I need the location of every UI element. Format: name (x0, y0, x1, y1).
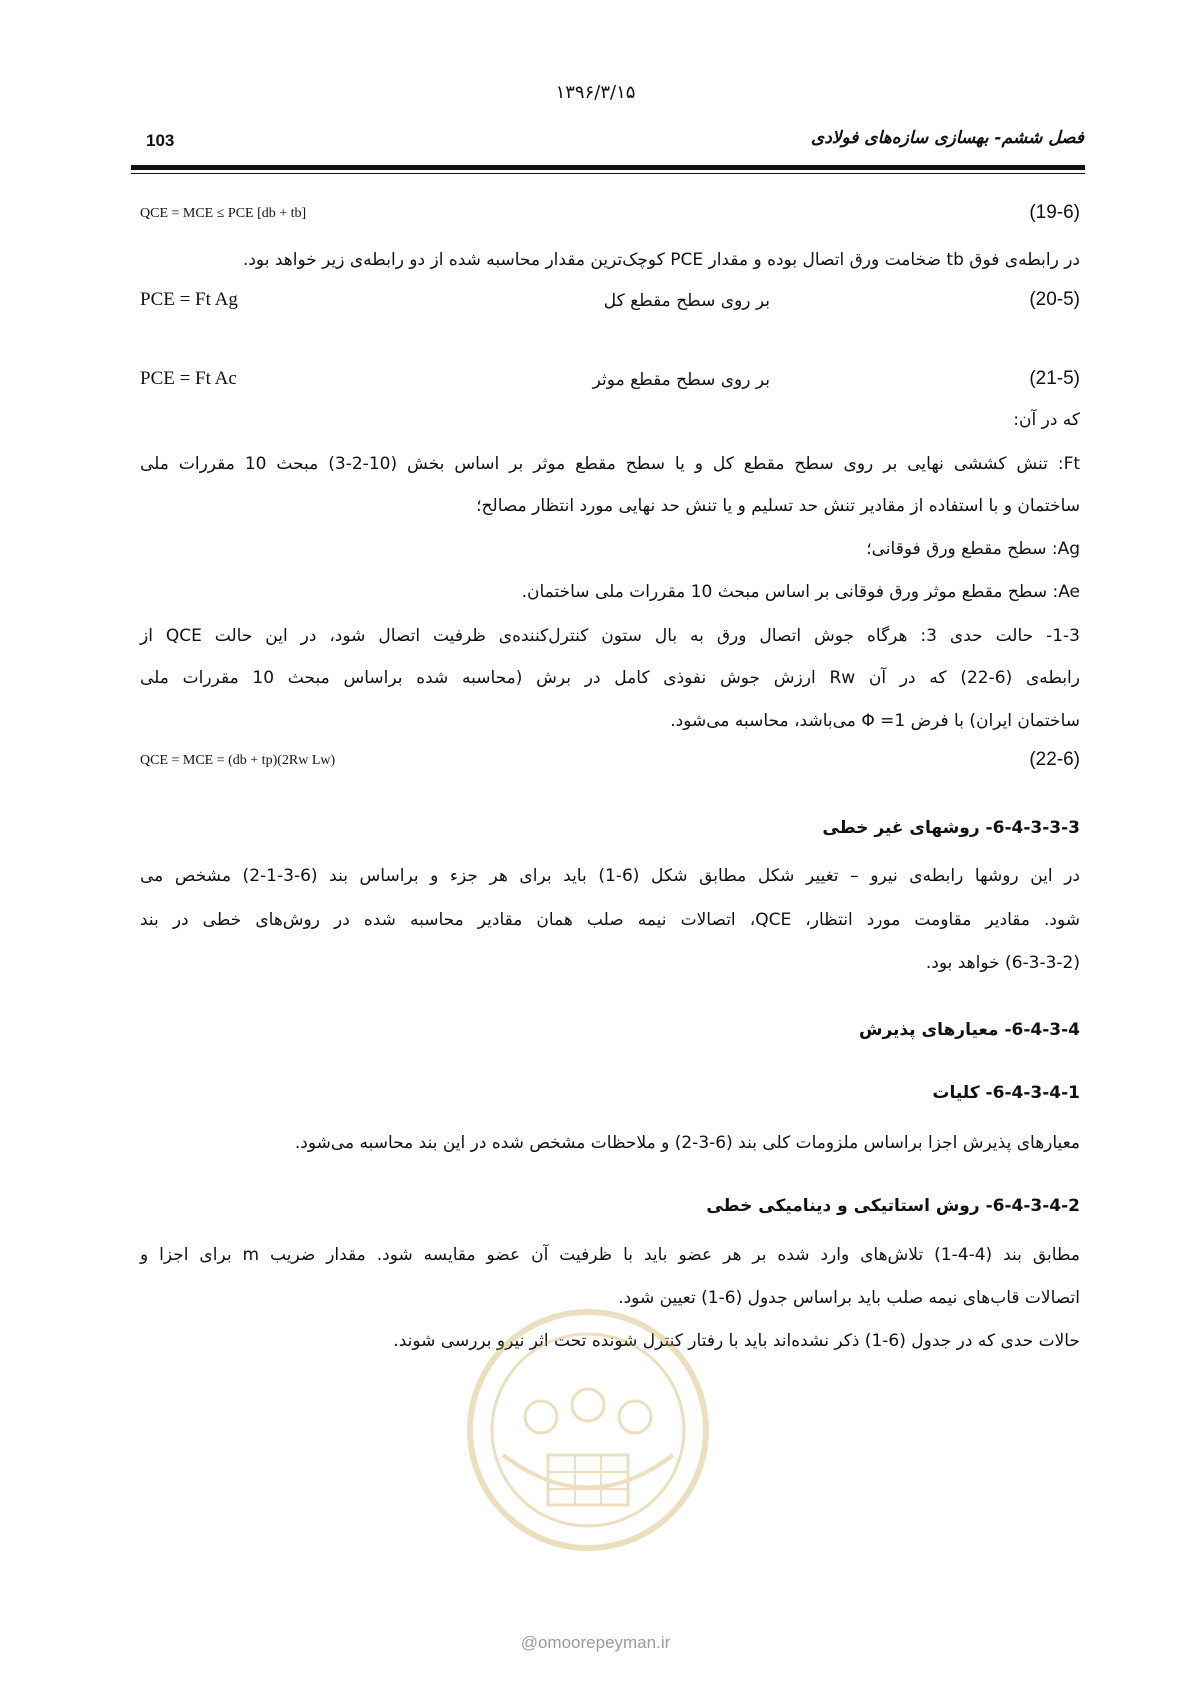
equation-description: بر روی سطح مقطع موثر (592, 370, 770, 390)
equation-20-5 (140, 287, 1080, 317)
watermark-seal (463, 1305, 713, 1555)
section-heading-general: 6-4-3-4-1- کلیات (932, 1083, 1080, 1103)
case3-line: 1-3- حالت حدی 3: هرگاه جوش اتصال ورق به بال ستون کنترل‌کننده‌ی ظرفیت اتصال شود، در این حالت QCE از (140, 626, 1081, 646)
header-rule-thin (131, 173, 1085, 174)
equation-21-5 (140, 366, 1080, 396)
page-number: 103 (146, 131, 175, 150)
equation-number: (22-6) (1029, 749, 1080, 770)
equation-formula: PCE = Ft Ag (140, 289, 238, 310)
chapter-title: فصل ششم- بهسازی سازه‌های فولادی (810, 128, 1084, 148)
equation-formula: PCE = Ft Ac (140, 368, 237, 389)
section-heading-nonlinear: 6-4-3-3-3- روشهای غیر خطی (822, 818, 1080, 838)
definition-ft-line: ساختمان و با استفاده از مقادیر تنش حد تسلیم و یا تنش حد نهایی مورد انتظار مصالح؛ (476, 496, 1080, 516)
equation-22-6 (140, 747, 1080, 777)
header-rule-thick (131, 165, 1085, 170)
header-date: ۱۳۹۶/۳/۱۵ (555, 82, 636, 103)
equation-formula: QCE = MCE ≤ PCE [db + tb] (140, 206, 307, 221)
general-line: معیارهای پذیرش اجزا براساس ملزومات کلی بند (6-3-2) و ملاحظات مشخص شده در این بند محاسبه می‌شود. (294, 1133, 1080, 1153)
section-heading-acceptance: 6-4-3-4- معیارهای پذیرش (859, 1020, 1080, 1040)
definition-ae: Ae: سطح مقطع موثر ورق فوقانی بر اساس مبحث 10 مقررات ملی ساختمان. (521, 582, 1080, 602)
section-heading-static: 6-4-3-4-2- روش استاتیکی و دینامیکی خطی (706, 1196, 1080, 1216)
static-line: حالات حدی که در جدول (6-1) ذکر نشده‌اند باید با رفتار کنترل شونده تحت اثر نیرو بررسی شوند. (393, 1331, 1080, 1351)
equation-number: (19-6) (1029, 202, 1080, 223)
case3-line: رابطه‌ی (6-22) که در آن Rw ارزش جوش نفوذی کامل در برش (محاسبه شده براساس مبحث 10 مقررات ملی (140, 668, 1080, 688)
nonlinear-line: (6-3-3-2) خواهد بود. (925, 953, 1080, 973)
definition-ft-line: Ft: تنش کششی نهایی بر روی سطح مقطع کل و یا سطح مقطع موثر بر اساس بخش (10-2-3) مبحث 10 مقررات ملی (140, 454, 1081, 474)
case3-line: ساختمان ایران) با فرض Φ =1 می‌باشد، محاسبه می‌شود. (670, 711, 1080, 731)
equation-formula: QCE = MCE = (db + tp)(2Rw Lw) (140, 753, 336, 768)
nonlinear-line: در این روشها رابطه‌ی نیرو – تغییر شکل مطابق شکل (6-1) باید برای هر جزء و براساس بند (6-3-1-2) مشخص می (140, 866, 1080, 886)
paragraph-line: در رابطه‌ی فوق tb ضخامت ورق اتصال بوده و مقدار PCE کوچک‌ترین مقدار محاسبه شده از دو رابطه‌ی زیر خواهد بود. (242, 250, 1080, 270)
definition-ag: Ag: سطح مقطع ورق فوقانی؛ (866, 539, 1080, 559)
equation-number: (21-5) (1029, 368, 1080, 389)
nonlinear-line: شود. مقادیر مقاومت مورد انتظار، QCE، اتصالات نیمه صلب همان مقادیر محاسبه شده در روش‌های خطی در بند (140, 910, 1081, 930)
static-line: مطابق بند (4-4-1) تلاش‌های وارد شده بر هر عضو باید با ظرفیت آن عضو مقایسه شود. مقدار ضریب m برای اجزا و (140, 1245, 1080, 1265)
static-line: اتصالات قاب‌های نیمه صلب باید براساس جدول (6-1) تعیین شود. (618, 1288, 1080, 1308)
equation-description: بر روی سطح مقطع کل (603, 291, 770, 311)
equation-19-6 (140, 200, 1080, 230)
equation-number: (20-5) (1029, 289, 1080, 310)
where-label: که در آن: (1013, 410, 1080, 430)
watermark-url: @omoorepeyman.ir (520, 1633, 671, 1652)
